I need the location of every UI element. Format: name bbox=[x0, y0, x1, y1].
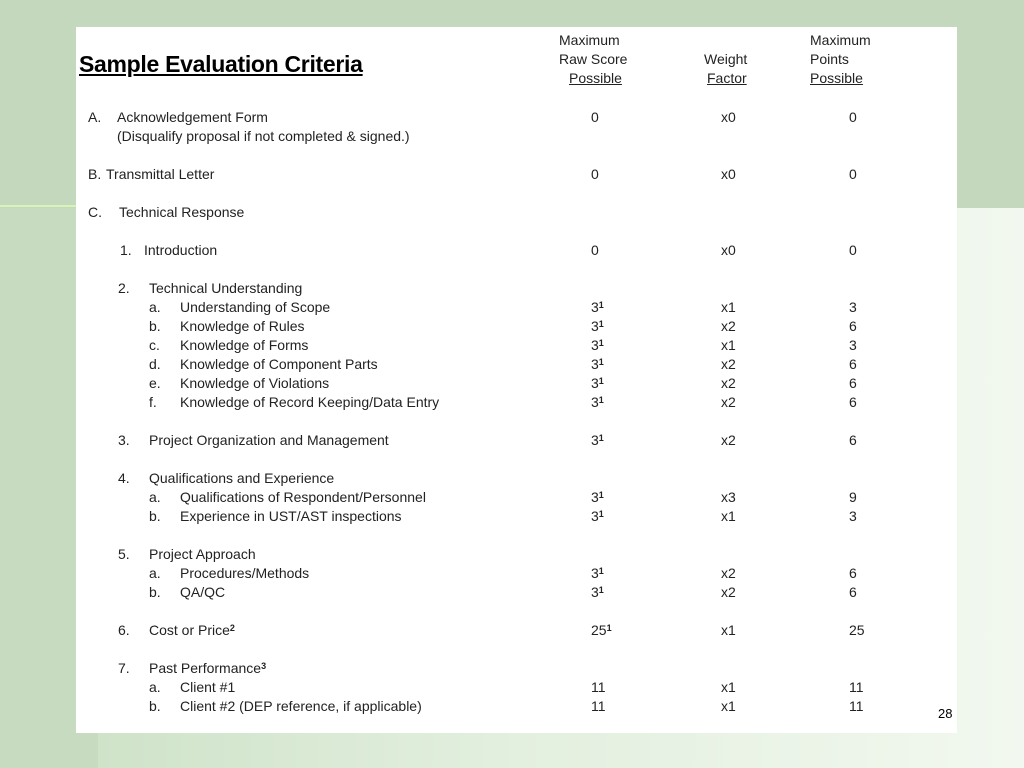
row-label: Experience in UST/AST inspections bbox=[180, 508, 402, 524]
row-label: Knowledge of Record Keeping/Data Entry bbox=[180, 394, 440, 410]
table-row bbox=[76, 659, 957, 678]
row-label: Knowledge of Forms bbox=[180, 337, 309, 353]
footnote-marker: 1 bbox=[598, 376, 604, 386]
table-row bbox=[76, 127, 957, 146]
row-label: Client #2 (DEP reference, if applicable) bbox=[180, 698, 422, 714]
row-marker: 7. bbox=[118, 660, 130, 676]
footnote-marker: 1 bbox=[598, 566, 604, 576]
row-label: QA/QC bbox=[180, 584, 226, 600]
weight-cell: x1 bbox=[721, 698, 736, 714]
row-marker: A. bbox=[88, 109, 102, 125]
weight-cell: x1 bbox=[721, 299, 736, 315]
row-label: Project Approach bbox=[149, 546, 256, 562]
document-panel bbox=[76, 27, 957, 733]
raw-score-cell: $3^1$ bbox=[591, 356, 604, 372]
table-row bbox=[76, 279, 957, 298]
row-marker: b. bbox=[149, 584, 161, 600]
table-row bbox=[76, 393, 957, 412]
row-label: Knowledge of Violations bbox=[180, 375, 330, 391]
weight-cell: x0 bbox=[721, 242, 736, 258]
footnote-marker: 2 bbox=[229, 623, 235, 633]
raw-score-cell: $3^1$ bbox=[591, 584, 604, 600]
row-label: Introduction bbox=[144, 242, 218, 258]
points-cell: 0 bbox=[849, 166, 857, 182]
footnote-marker: 1 bbox=[598, 338, 604, 348]
raw-score-cell: $3^1$ bbox=[591, 489, 604, 505]
row-marker: 3. bbox=[118, 432, 130, 448]
raw-score-cell: $3^1$ bbox=[591, 508, 604, 524]
row-label: Project Organization and Management bbox=[149, 432, 389, 448]
raw-score-cell: $3^1$ bbox=[591, 394, 604, 410]
table-row bbox=[76, 583, 957, 602]
raw-score-cell: $3^1$ bbox=[591, 375, 604, 391]
footnote-marker: 1 bbox=[598, 300, 604, 310]
weight-cell: x2 bbox=[721, 394, 736, 410]
weight-cell: x2 bbox=[721, 584, 736, 600]
points-cell: 6 bbox=[849, 375, 857, 391]
weight-cell: x2 bbox=[721, 565, 736, 581]
points-cell: 6 bbox=[849, 318, 857, 334]
footnote-marker: 3 bbox=[261, 661, 267, 671]
footnote-marker: 1 bbox=[598, 433, 604, 443]
col-header-raw-score: Maximum Raw Score Possible bbox=[559, 32, 628, 86]
page-title: Sample Evaluation Criteria bbox=[79, 51, 363, 77]
row-marker: a. bbox=[149, 679, 161, 695]
col-header-weight: Weight Factor bbox=[704, 51, 748, 86]
row-marker: C. bbox=[88, 204, 102, 220]
row-marker: a. bbox=[149, 489, 161, 505]
table-row bbox=[76, 678, 957, 697]
points-cell: 6 bbox=[849, 584, 857, 600]
row-label: Past Performance$^3$ bbox=[149, 660, 267, 676]
points-cell: 11 bbox=[849, 679, 864, 695]
weight-cell: x2 bbox=[721, 375, 736, 391]
footnote-marker: 1 bbox=[598, 319, 604, 329]
row-marker: 4. bbox=[118, 470, 130, 486]
weight-cell: x1 bbox=[721, 622, 736, 638]
weight-cell: x2 bbox=[721, 432, 736, 448]
row-label: Client #1 bbox=[180, 679, 236, 695]
row-label: Understanding of Scope bbox=[180, 299, 331, 315]
points-cell: 6 bbox=[849, 356, 857, 372]
raw-score-cell: 0 bbox=[591, 166, 599, 182]
row-marker: b. bbox=[149, 318, 161, 334]
weight-cell: x2 bbox=[721, 318, 736, 334]
points-cell: 11 bbox=[849, 698, 864, 714]
table-row bbox=[76, 564, 957, 583]
points-cell: 3 bbox=[849, 299, 857, 315]
weight-cell: x1 bbox=[721, 508, 736, 524]
raw-score-cell: $25^1$ bbox=[591, 622, 612, 638]
col-header-points: Maximum Points Possible bbox=[810, 32, 871, 86]
row-label: Knowledge of Rules bbox=[180, 318, 305, 334]
row-marker: f. bbox=[149, 394, 157, 410]
row-label: Technical Understanding bbox=[149, 280, 303, 296]
raw-score-cell: $3^1$ bbox=[591, 337, 604, 353]
points-cell: 25 bbox=[849, 622, 865, 638]
footnote-marker: 1 bbox=[598, 509, 604, 519]
table-row bbox=[76, 298, 957, 317]
row-label: Procedures/Methods bbox=[180, 565, 310, 581]
row-marker: c. bbox=[149, 337, 160, 353]
footnote-marker: 1 bbox=[606, 623, 612, 633]
table-row bbox=[76, 488, 957, 507]
raw-score-cell: 11 bbox=[591, 698, 606, 714]
table-row bbox=[76, 241, 957, 260]
page-number: 28 bbox=[938, 706, 953, 721]
points-cell: 0 bbox=[849, 242, 857, 258]
table-row bbox=[76, 374, 957, 393]
footnote-marker: 1 bbox=[598, 395, 604, 405]
raw-score-cell: $3^1$ bbox=[591, 299, 604, 315]
row-marker: 1. bbox=[120, 242, 132, 258]
row-marker: a. bbox=[149, 299, 161, 315]
table-row bbox=[76, 507, 957, 526]
raw-score-cell: $3^1$ bbox=[591, 565, 604, 581]
row-label: (Disqualify proposal if not completed & signed.) bbox=[117, 128, 410, 144]
table-row bbox=[76, 317, 957, 336]
weight-cell: x1 bbox=[721, 337, 736, 353]
row-marker: b. bbox=[149, 508, 161, 524]
points-cell: 6 bbox=[849, 565, 857, 581]
raw-score-cell: $3^1$ bbox=[591, 318, 604, 334]
table-row bbox=[76, 545, 957, 564]
table-row bbox=[76, 336, 957, 355]
row-marker: B. bbox=[88, 166, 102, 182]
row-marker: d. bbox=[149, 356, 161, 372]
points-cell: 3 bbox=[849, 337, 857, 353]
table-row bbox=[76, 108, 957, 127]
table-row bbox=[76, 697, 957, 716]
weight-cell: x0 bbox=[721, 109, 736, 125]
row-label: Transmittal Letter bbox=[106, 166, 215, 182]
row-label: Acknowledgement Form bbox=[117, 109, 268, 125]
weight-cell: x1 bbox=[721, 679, 736, 695]
footnote-marker: 1 bbox=[598, 490, 604, 500]
footnote-marker: 1 bbox=[598, 357, 604, 367]
row-marker: a. bbox=[149, 565, 161, 581]
table-row bbox=[76, 431, 957, 450]
points-cell: 6 bbox=[849, 432, 857, 448]
points-cell: 0 bbox=[849, 109, 857, 125]
accent-line bbox=[0, 205, 76, 207]
row-marker: 2. bbox=[118, 280, 130, 296]
row-marker: 5. bbox=[118, 546, 130, 562]
table-row bbox=[76, 355, 957, 374]
row-marker: b. bbox=[149, 698, 161, 714]
row-label: Cost or Price$^2$ bbox=[149, 622, 235, 638]
points-cell: 3 bbox=[849, 508, 857, 524]
raw-score-cell: $3^1$ bbox=[591, 432, 604, 448]
row-label: Knowledge of Component Parts bbox=[180, 356, 378, 372]
weight-cell: x3 bbox=[721, 489, 736, 505]
weight-cell: x0 bbox=[721, 166, 736, 182]
points-cell: 9 bbox=[849, 489, 857, 505]
raw-score-cell: 0 bbox=[591, 109, 599, 125]
row-label: Qualifications of Respondent/Personnel bbox=[180, 489, 426, 505]
row-marker: e. bbox=[149, 375, 161, 391]
footnote-marker: 1 bbox=[598, 585, 604, 595]
row-label: Qualifications and Experience bbox=[149, 470, 335, 486]
points-cell: 6 bbox=[849, 394, 857, 410]
row-label: Technical Response bbox=[119, 204, 245, 220]
table-row bbox=[76, 621, 957, 640]
table-row bbox=[76, 165, 957, 184]
table-row bbox=[76, 203, 957, 222]
raw-score-cell: 0 bbox=[591, 242, 599, 258]
raw-score-cell: 11 bbox=[591, 679, 606, 695]
weight-cell: x2 bbox=[721, 356, 736, 372]
row-marker: 6. bbox=[118, 622, 130, 638]
table-row bbox=[76, 469, 957, 488]
